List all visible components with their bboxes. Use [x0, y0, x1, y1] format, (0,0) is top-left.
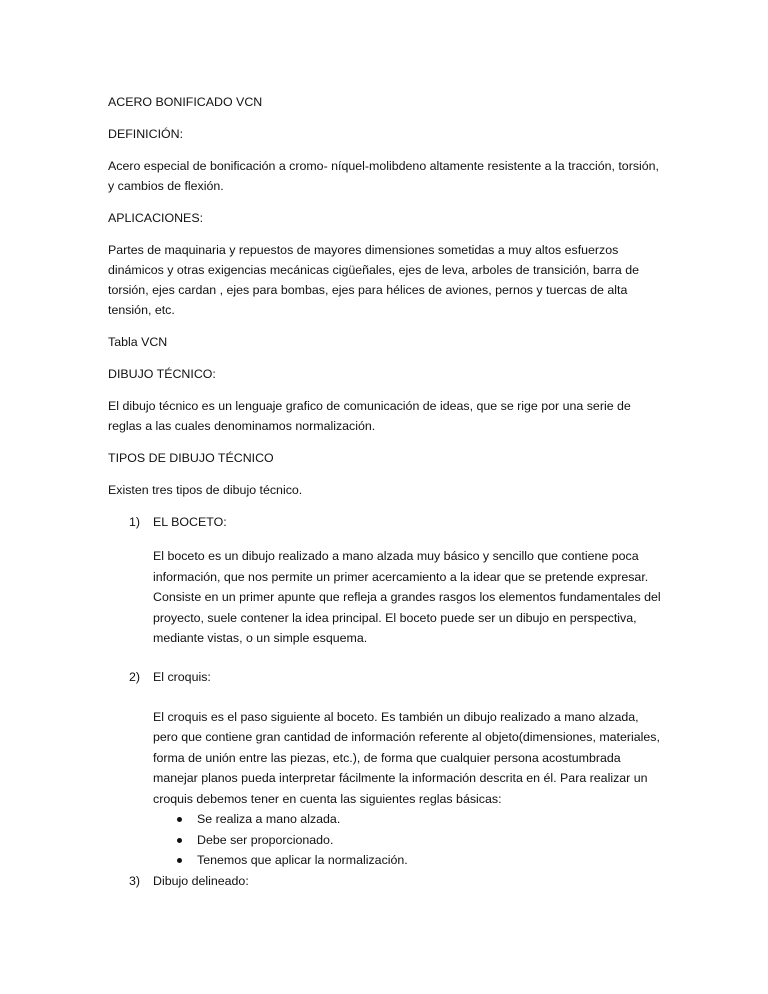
list-item-number: 2)	[129, 669, 141, 684]
aplicaciones-heading: APLICACIONES:	[108, 211, 204, 225]
aplicaciones-paragraph: Partes de maquinaria y repuestos de mayores dimensiones sometidas a muy altos esfuerzos dinámicos y otras exigencias mecánicas cigüeñales, ejes de leva, arboles de transición, barra de torsión, ejes cardan , ejes para bombas, ejes para hélices de aviones, pernos y tuercas de alta tensión, etc.	[108, 243, 640, 317]
document-body	[108, 92, 664, 891]
bullet-item: Se realiza a mano alzada.	[175, 809, 664, 830]
boceto-paragraph: El boceto es un dibujo realizado a mano alzada muy básico y sencillo que contiene poca información, que nos permite un primer acercamiento a la idear que se pretende expresar. Consiste en un primer apunte que refleja a grandes rasgos los elementos fundamentales del proyecto, suele contener la idea principal. El boceto puede ser un dibujo en perspectiva, mediante vistas, o un simple esquema.	[153, 549, 661, 645]
croquis-paragraph: El croquis es el paso siguiente al boceto. Es también un dibujo realizado a mano alzada, pero que contiene gran cantidad de información referente al objeto(dimensiones, materiales, forma de unión entre las piezas, etc.), de forma que cualquier persona acostumbrada manejar planos pueda interpretar fácilmente la información descrita en él. Para realizar un croquis debemos tener en cuenta las siguientes reglas básicas:	[153, 709, 660, 806]
list-item-title: El croquis:	[153, 669, 211, 684]
bullet-item: Debe ser proporcionado.	[175, 830, 664, 851]
dibujo-tecnico-paragraph: El dibujo técnico es un lenguaje grafico de comunicación de ideas, que se rige por una serie de reglas a las cuales denominamos normalización.	[108, 399, 631, 433]
croquis-rules-list	[108, 809, 664, 871]
list-item-title: EL BOCETO:	[153, 515, 227, 529]
list-item-croquis	[108, 667, 664, 871]
list-item-dibujo-delineado	[108, 871, 664, 891]
tipos-list	[108, 512, 664, 891]
document-title: ACERO BONIFICADO VCN	[108, 95, 263, 109]
definicion-heading: DEFINICIÓN:	[108, 127, 184, 141]
tipos-intro: Existen tres tipos de dibujo técnico.	[108, 483, 303, 497]
definicion-paragraph: Acero especial de bonificación a cromo- níquel-molibdeno altamente resistente a la tracción, torsión, y cambios de flexión.	[108, 159, 659, 193]
list-item-boceto	[108, 512, 664, 649]
list-item-number: 1)	[129, 515, 141, 529]
list-item-title: Dibujo delineado:	[153, 873, 249, 888]
dibujo-tecnico-heading: DIBUJO TÉCNICO:	[108, 367, 216, 381]
bullet-item: Tenemos que aplicar la normalización.	[175, 850, 664, 871]
list-item-number: 3)	[129, 873, 141, 888]
tipos-heading: TIPOS DE DIBUJO TÉCNICO	[108, 451, 274, 465]
tabla-label: Tabla VCN	[108, 335, 168, 349]
